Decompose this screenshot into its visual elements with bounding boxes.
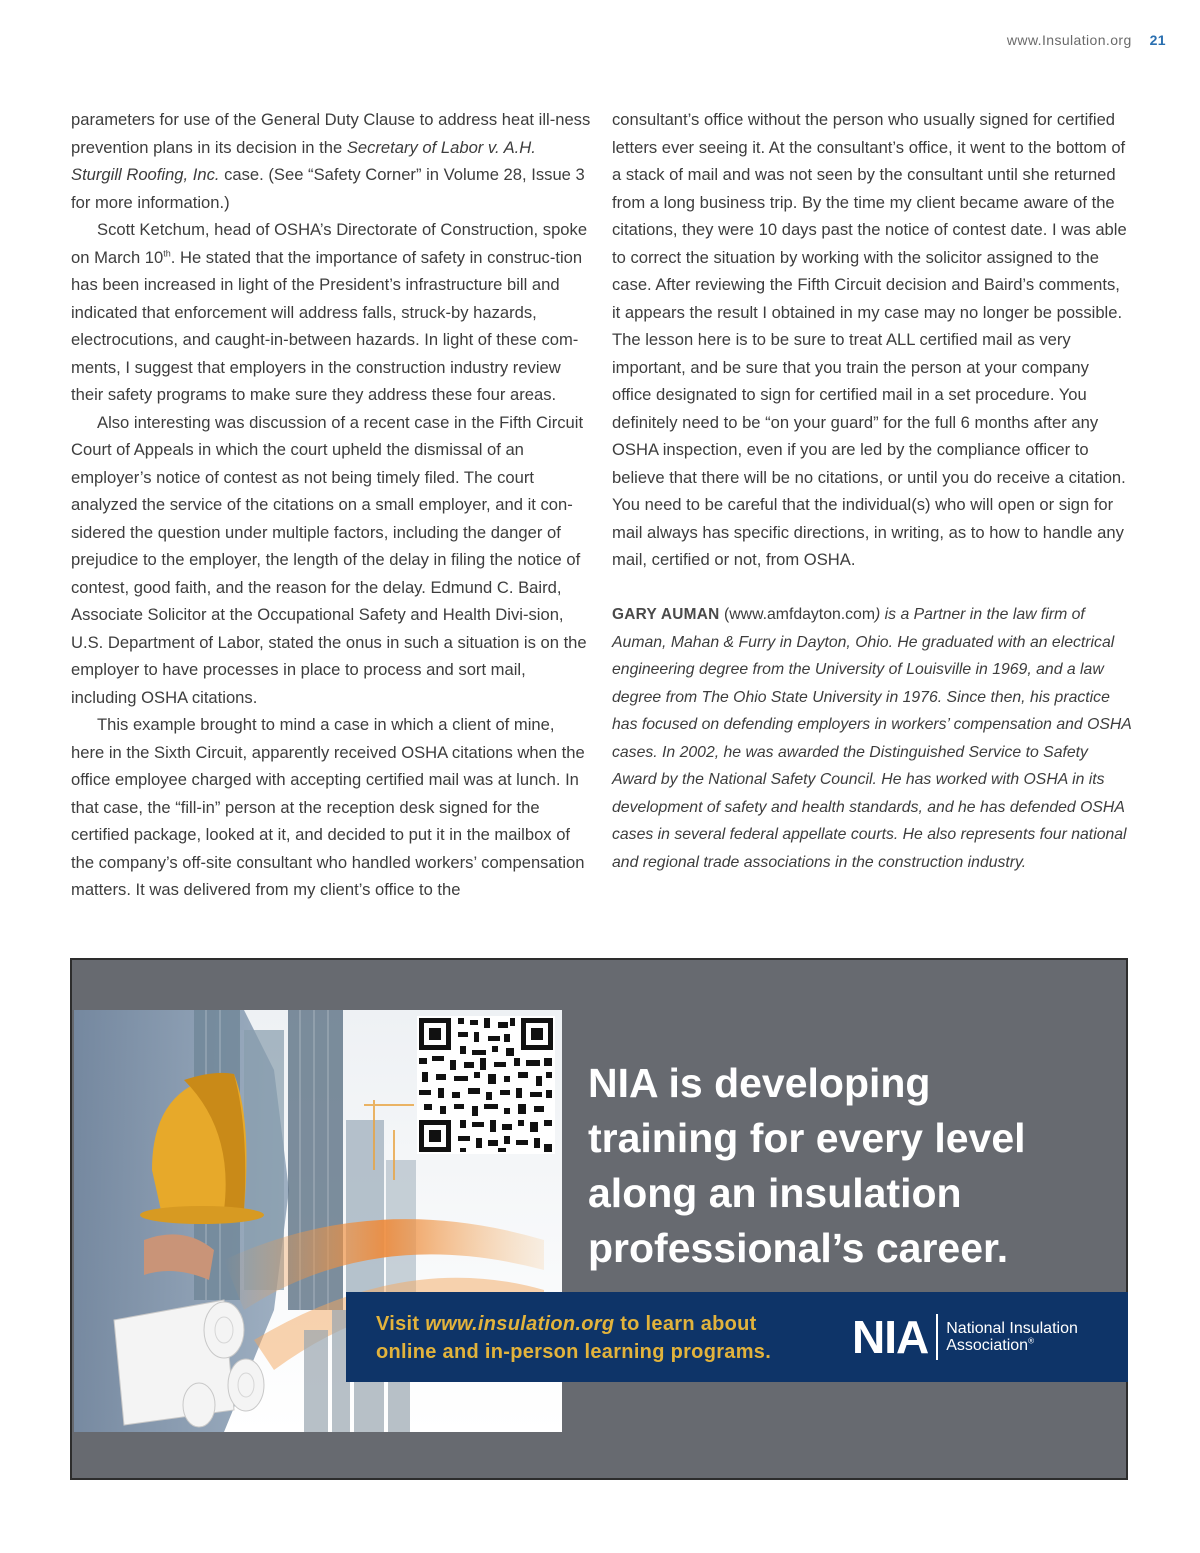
headline-line: along an insulation	[588, 1170, 962, 1216]
ad-cta-text: Visit www.insulation.org to learn about online and in-person learning programs.	[376, 1313, 772, 1363]
page-number: 21	[1149, 32, 1166, 48]
article-right-column	[612, 106, 1132, 876]
paragraph: consultant’s office without the person who usually signed for certified letters ever seeing it. At the consultant’s office, it went to the bottom of a stack of mail and was not seen by the consultant until she returned from a long business trip. By the time my client became aware of the citations, they were 10 days past the notice of contest date. I was able to correct the situation by working with the solicitor assigned to the case. After reviewing the Fifth Circuit decision and Baird’s comments, it appears the result I obtained in my case may no longer be possible. The lesson here is to be sure to treat ALL certified mail as very important, and be sure that you train the person at your company office designated to sign for certified mail in a set procedure. You definitely need to be “on your guard” for the full 6 months after any OSHA inspection, even if you are led by the compliance officer to believe that there will be no citations, or until you do receive a citation. You need to be careful that the individual(s) who will open or sign for mail always has specific directions, in writing, as to how to handle any mail, certified or not, from OSHA.	[612, 110, 1127, 569]
qr-code	[417, 1016, 555, 1154]
author-bio: GARY AUMAN (www.amfdayton.com) is a Partner in the law firm of Auman, Mahan & Furry in Dayton, Ohio. He graduated with an electrical engineering degree from the University of Louisville in 1969, and a law degree from The Ohio State University in 1976. Since then, his practice has focused on defending employers in workers’ compensation and OSHA cases. In 2002, he was awarded the Distinguished Service to Safety Award by the National Safety Council. He has worked with OSHA in its development of safety and health standards, and he has defended OSHA cases in several federal appellate courts. He also represents four national and regional trade associations in the construction industry.	[612, 606, 1132, 871]
paragraph: This example brought to mind a case in which a client of mine, here in the Sixth Circuit, apparently received OSHA citations when the office employee charged with accepting certified mail was at lunch. In that case, the “fill-in” person at the reception desk signed for the certified package, looked at it, and decided to put it in the mailbox of the company’s off-site consultant who handled workers’ compensation matters. It was delivered from my client’s office to the	[71, 715, 585, 899]
paragraph: Scott Ketchum, head of OSHA’s Directorate of Construction, spoke on March 10th. He stated that the importance of safety in construc-tion has been increased in light of the President’s infrastructure bill and indicated that enforcement will address falls, struck-by hazards, electrocutions, and caught-in-between hazards. In light of these com-ments, I suggest that employers in the construction industry review their safety programs to make sure they address these four areas.	[71, 220, 588, 404]
site-url: www.Insulation.org	[1006, 32, 1132, 48]
paragraph: parameters for use of the General Duty Clause to address heat ill-ness prevention plans in its decision in the Secretary of Labor v. A.H. Sturgill Roofing, Inc. case. (See “Safety Corner” in Volume 28, Issue 3 for more information.)	[71, 110, 591, 212]
nia-logo-mark: NIA	[852, 1311, 929, 1363]
headline-line: professional’s career.	[588, 1225, 1009, 1271]
ad-cta-band	[346, 1292, 1128, 1382]
nia-advertisement	[70, 958, 1128, 1480]
running-header	[1007, 32, 1166, 48]
article-left-column	[71, 106, 591, 904]
ad-cta-link[interactable]: www.insulation.org	[425, 1313, 615, 1335]
author-name: GARY AUMAN	[612, 606, 720, 623]
logo-divider	[936, 1314, 938, 1360]
case-name: Secretary of Labor v. A.H. Sturgill Roofing, Inc.	[71, 137, 536, 184]
paragraph: Also interesting was discussion of a recent case in the Fifth Circuit Court of Appeals in which the court upheld the dismissal of an employer’s notice of contest as not being timely filed. The court analyzed the service of the citations on a small employer, and it con-sidered the question under multiple factors, including the danger of prejudice to the employer, the length of the delay in filing the notice of contest, good faith, and the reason for the delay. Edmund C. Baird, Associate Solicitor at the Occupational Safety and Health Divi-sion, U.S. Department of Labor, stated the onus in such a situation is on the employer to have processes in place to process and sort mail, including OSHA citations.	[71, 412, 587, 707]
author-url: (www.amfdayton.com	[724, 606, 875, 623]
nia-logo	[852, 1312, 1078, 1362]
headline-line: NIA is developing	[588, 1060, 931, 1106]
nia-logo-name: National Insulation Association®	[946, 1320, 1078, 1354]
ad-headline	[588, 1056, 1108, 1276]
headline-line: training for every level	[588, 1115, 1026, 1161]
